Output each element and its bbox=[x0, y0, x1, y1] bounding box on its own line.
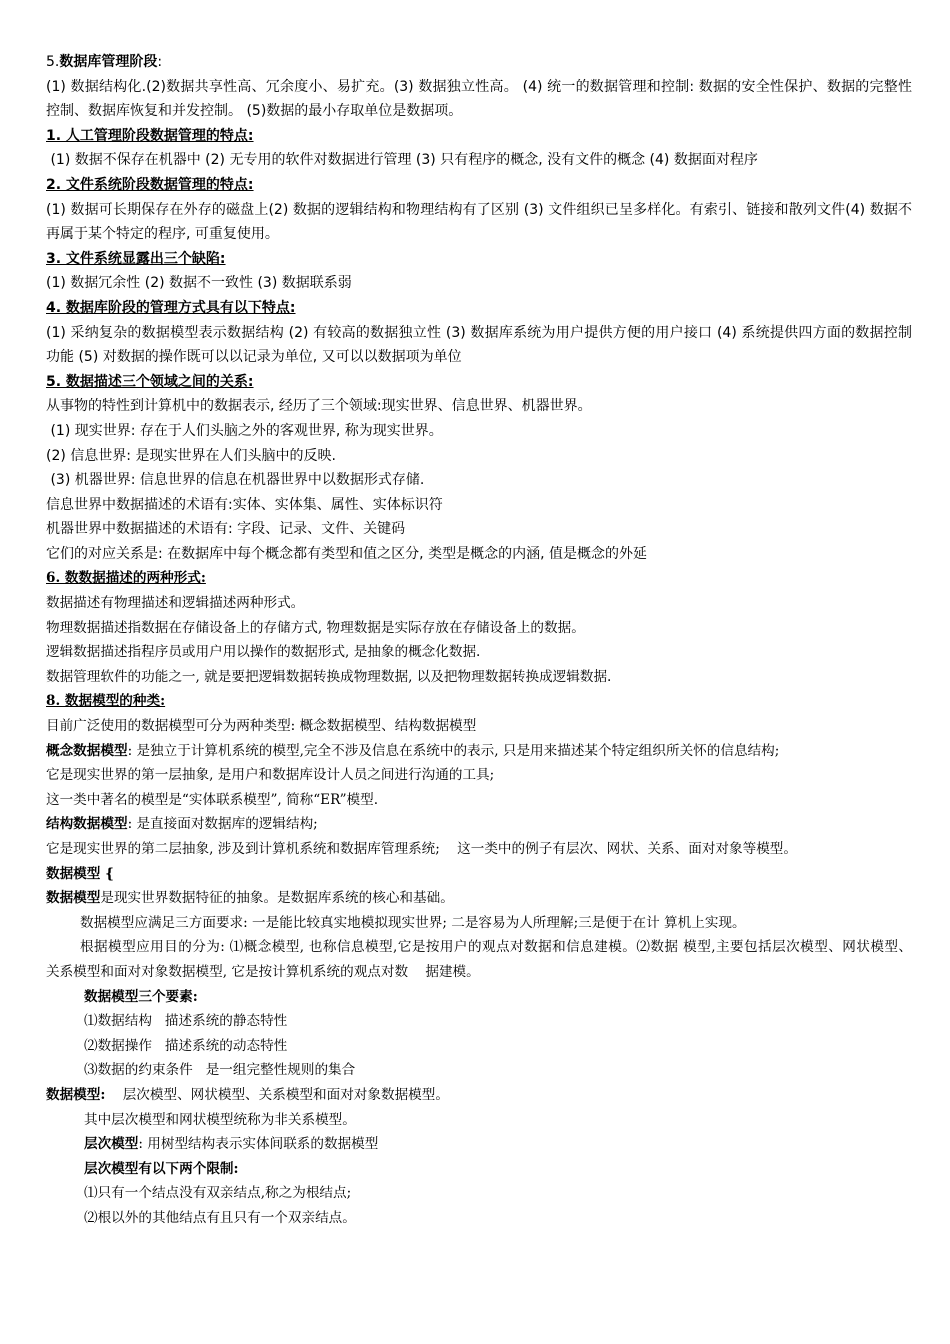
paragraph-line bbox=[46, 1009, 912, 1034]
paragraph-line bbox=[46, 935, 938, 984]
paragraph-line bbox=[46, 271, 912, 296]
paragraph-text: 这一类中著名的模型是“实体联系模型”, 简称“ER”模型. bbox=[46, 791, 379, 808]
paragraph-text: 目前广泛使用的数据模型可分为两种类型: 概念数据模型、结构数据模型 bbox=[46, 718, 477, 735]
paragraph-line bbox=[46, 862, 912, 887]
paragraph-line bbox=[46, 886, 912, 911]
paragraph-line bbox=[46, 714, 912, 739]
paragraph-text: : 用树型结构表示实体间联系的数据模型 bbox=[138, 1136, 379, 1153]
paragraph-line bbox=[46, 763, 912, 788]
paragraph-text: : 是独立于计算机系统的模型,完全不涉及信息在系统中的表示, 只是用来描述某个特定组织所关怀的信息结构; bbox=[127, 742, 780, 759]
paragraph-line bbox=[46, 517, 912, 542]
paragraph-line bbox=[46, 640, 912, 665]
paragraph-line bbox=[46, 493, 912, 518]
bold-term: 层次模型 bbox=[84, 1136, 139, 1153]
paragraph-text: 它们的对应关系是: 在数据库中每个概念都有类型和值之区分, 类型是概念的内涵, 值是概念的外延 bbox=[46, 545, 647, 562]
paragraph-line bbox=[46, 985, 912, 1010]
paragraph-line bbox=[46, 837, 912, 862]
paragraph-line bbox=[46, 1083, 912, 1108]
paragraph-text: (1) 现实世界: 存在于人们头脑之外的客观世界, 称为现实世界。 bbox=[46, 422, 443, 439]
paragraph-text: ⑵数据操作 描述系统的动态特性 bbox=[84, 1037, 288, 1054]
bold-term: 数据模型三个要素: bbox=[84, 988, 198, 1005]
paragraph-line bbox=[46, 1108, 912, 1133]
paragraph-text: : 是直接面对数据库的逻辑结构; bbox=[127, 816, 318, 833]
paragraph-text: 数据模型应满足三方面要求: 一是能比较真实地模拟现实世界; 二是容易为人所理解;三是便于在计 算机上实现。 bbox=[80, 914, 746, 931]
paragraph-line bbox=[46, 321, 912, 370]
paragraph-text: (1) 数据冗余性 (2) 数据不一致性 (3) 数据联系弱 bbox=[46, 275, 352, 292]
paragraph-text: ⑶数据的约束条件 是一组完整性规则的集合 bbox=[84, 1062, 356, 1079]
section-heading: 5. 数据描述三个领域之间的关系: bbox=[46, 373, 254, 390]
paragraph-text: 层次模型、网状模型、关系模型和面对对象数据模型。 bbox=[105, 1086, 449, 1103]
bold-term: 层次模型有以下两个限制: bbox=[84, 1160, 239, 1177]
paragraph-line bbox=[46, 1157, 912, 1182]
paragraph-text: ⑵根以外的其他结点有且只有一个双亲结点。 bbox=[84, 1209, 356, 1226]
section-heading: 2. 文件系统阶段数据管理的特点: bbox=[46, 176, 254, 193]
paragraph-line bbox=[46, 812, 912, 837]
paragraph-text: (3) 机器世界: 信息世界的信息在机器世界中以数据形式存储. bbox=[46, 472, 425, 489]
paragraph-line bbox=[46, 198, 912, 247]
section-heading: 3. 文件系统显露出三个缺陷: bbox=[46, 250, 226, 267]
paragraph-text: 数据描述有物理描述和逻辑描述两种形式。 bbox=[46, 595, 305, 612]
paragraph-text: ⑴数据结构 描述系统的静态特性 bbox=[84, 1013, 288, 1030]
paragraph-text: 它是现实世界的第二层抽象, 涉及到计算机系统和数据库管理系统; 这一类中的例子有层次、网状、关系、面对对象等模型。 bbox=[46, 841, 797, 857]
section-heading bbox=[46, 50, 912, 75]
paragraph-text: 物理数据描述指数据在存储设备上的存储方式, 物理数据是实际存放在存储设备上的数据。 bbox=[46, 619, 585, 636]
paragraph-text: 机器世界中数据描述的术语有: 字段、记录、文件、关键码 bbox=[46, 521, 406, 538]
paragraph-text: 根据模型应用目的分为: ⑴概念模型, 也称信息模型,它是按用户的观点对数据和信息建模。⑵数据 模型,主要包括层次模型、网状模型、 关系模型和面对对象数据模型, 它是按计算机系统的观点对数 据建模。 bbox=[46, 939, 938, 980]
bold-term: 数据模型 { bbox=[46, 865, 114, 882]
paragraph-text: (1) 采纳复杂的数据模型表示数据结构 (2) 有较高的数据独立性 (3) 数据库系统为用户提供方便的用户接口 (4) 系统提供四方面的数据控制功能 (5) 对数据的操作既可以以记录为单位, 又可以以数据项为单位 bbox=[46, 324, 912, 366]
bold-term: 数据模型 bbox=[46, 890, 101, 907]
paragraph-line bbox=[46, 75, 912, 124]
bold-term: 概念数据模型 bbox=[46, 742, 128, 759]
section-heading-text: 5.数据库管理阶段: bbox=[46, 54, 163, 70]
paragraph-line bbox=[46, 419, 912, 444]
paragraph-line bbox=[46, 468, 912, 493]
paragraph-text: 信息世界中数据描述的术语有:实体、实体集、属性、实体标识符 bbox=[46, 496, 443, 513]
paragraph-line bbox=[46, 394, 912, 419]
section-heading: 4. 数据库阶段的管理方式具有以下特点: bbox=[46, 299, 296, 316]
paragraph-line bbox=[46, 542, 912, 567]
paragraph-line bbox=[46, 616, 912, 641]
paragraph-text: (1) 数据可长期保存在外存的磁盘上(2) 数据的逻辑结构和物理结构有了区别 (3) 文件组织已呈多样化。有索引、链接和散列文件(4) 数据不再属于某个特定的程序, 可重复使用。 bbox=[46, 201, 912, 243]
paragraph-line bbox=[46, 1132, 912, 1157]
section-heading: 1. 人工管理阶段数据管理的特点: bbox=[46, 127, 254, 144]
paragraph-line bbox=[46, 788, 912, 813]
paragraph-text: ⑴只有一个结点没有双亲结点,称之为根结点; bbox=[84, 1185, 352, 1202]
paragraph-line bbox=[46, 148, 912, 173]
section-heading: 6. 数数据描述的两种形式: bbox=[46, 570, 206, 587]
paragraph-line bbox=[46, 1206, 912, 1231]
section-heading: 8. 数据模型的种类: bbox=[46, 693, 166, 710]
paragraph-line bbox=[46, 591, 912, 616]
paragraph-text: 从事物的特性到计算机中的数据表示, 经历了三个领域:现实世界、信息世界、机器世界。 bbox=[46, 398, 592, 415]
paragraph-text: (2) 信息世界: 是现实世界在人们头脑中的反映. bbox=[46, 447, 336, 464]
paragraph-line bbox=[46, 739, 912, 764]
bold-term: 数据模型: bbox=[46, 1086, 106, 1103]
paragraph-line bbox=[46, 911, 912, 936]
paragraph-line bbox=[46, 1034, 912, 1059]
paragraph-line bbox=[46, 1058, 912, 1083]
paragraph-text: 其中层次模型和网状模型统称为非关系模型。 bbox=[84, 1111, 356, 1128]
paragraph-text: (1) 数据不保存在机器中 (2) 无专用的软件对数据进行管理 (3) 只有程序的概念, 没有文件的概念 (4) 数据面对程序 bbox=[46, 152, 758, 169]
paragraph-text: (1) 数据结构化.(2)数据共享性高、冗余度小、易扩充。(3) 数据独立性高。 (4) 统一的数据管理和控制: 数据的安全性保护、数据的完整性控制、数据库恢复和并发控制。 (5)数据的最小存取单位是数据项。 bbox=[46, 78, 912, 120]
paragraph-text: 逻辑数据描述指程序员或用户用以操作的数据形式, 是抽象的概念化数据. bbox=[46, 644, 481, 661]
paragraph-text: 它是现实世界的第一层抽象, 是用户和数据库设计人员之间进行沟通的工具; bbox=[46, 767, 495, 784]
bold-term: 结构数据模型 bbox=[46, 816, 128, 833]
paragraph-text: 是现实世界数据特征的抽象。是数据库系统的核心和基础。 bbox=[100, 890, 454, 907]
paragraph-line bbox=[46, 665, 912, 690]
paragraph-text: 数据管理软件的功能之一, 就是要把逻辑数据转换成物理数据, 以及把物理数据转换成逻辑数据. bbox=[46, 668, 612, 685]
paragraph-line bbox=[46, 444, 912, 469]
paragraph-line bbox=[46, 1181, 912, 1206]
